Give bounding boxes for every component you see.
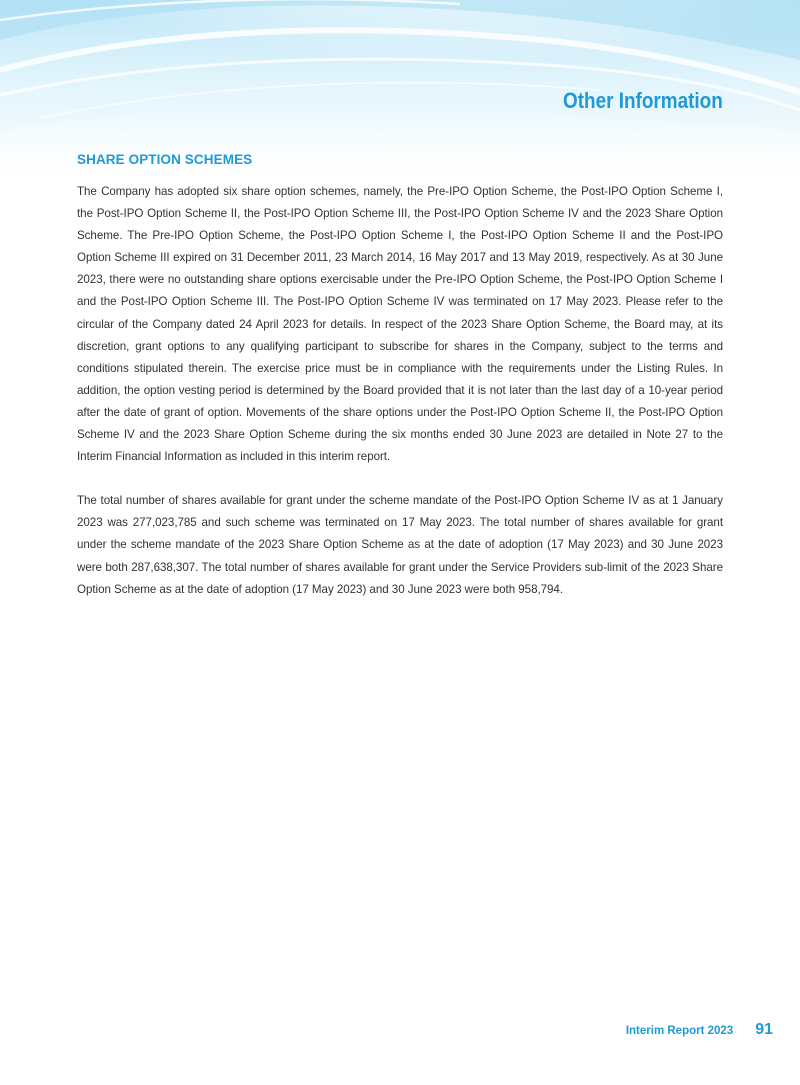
main-content: [77, 150, 723, 623]
paragraph-shares-available-for-grant: The total number of shares available for grant under the scheme mandate of the Post-IPO Option Scheme IV as at 1 January 2023 was 277,023,785 and such scheme was terminated on 17 May 2023. The total number of shares available for grant under the scheme mandate of the 2023 Share Option Scheme as at the date of adoption (17 May 2023) and 30 June 2023 were both 287,638,307. The total number of shares available for grant under the Service Providers sub-limit of the 2023 Share Option Scheme as at the date of adoption (17 May 2023) and 30 June 2023 were both 958,794.: [77, 494, 723, 596]
section-heading: SHARE OPTION SCHEMES: [77, 152, 253, 167]
report-name: Interim Report 2023: [625, 1025, 734, 1037]
page-number: 91: [755, 1021, 773, 1038]
page-footer: [626, 1021, 773, 1039]
page-title: Other Information: [563, 88, 723, 113]
paragraph-share-option-schemes: The Company has adopted six share option schemes, namely, the Pre-IPO Option Scheme, the Post-IPO Option Scheme I, the Post-IPO Option Scheme II, the Post-IPO Option Scheme III, the Post-IPO Option Scheme IV and the 2023 Share Option Scheme. The Pre-IPO Option Scheme, the Post-IPO Option Scheme I, the Post-IPO Option Scheme II and the Post-IPO Option Scheme III expired on 31 December 2011, 23 March 2014, 16 May 2017 and 13 May 2019, respectively. As at 30 June 2023, there were no outstanding share options exercisable under the Pre-IPO Option Scheme, the Post-IPO Option Scheme I and the Post-IPO Option Scheme III. The Post-IPO Option Scheme IV was terminated on 17 May 2023. Please refer to the circular of the Company dated 24 April 2023 for details. In respect of the 2023 Share Option Scheme, the Board may, at its discretion, grant options to any qualifying participant to subscribe for shares in the Company, subject to the terms and conditions stipulated therein. The exercise price must be in compliance with the requirements under the Listing Rules. In addition, the option vesting period is determined by the Board provided that it is not later than the last day of a 10-year period after the date of grant of option. Movements of the share options under the Post-IPO Option Scheme II, the Post-IPO Option Scheme IV and the 2023 Share Option Scheme during the six months ended 30 June 2023 are detailed in Note 27 to the Interim Financial Information as included in this interim report.: [77, 185, 723, 464]
